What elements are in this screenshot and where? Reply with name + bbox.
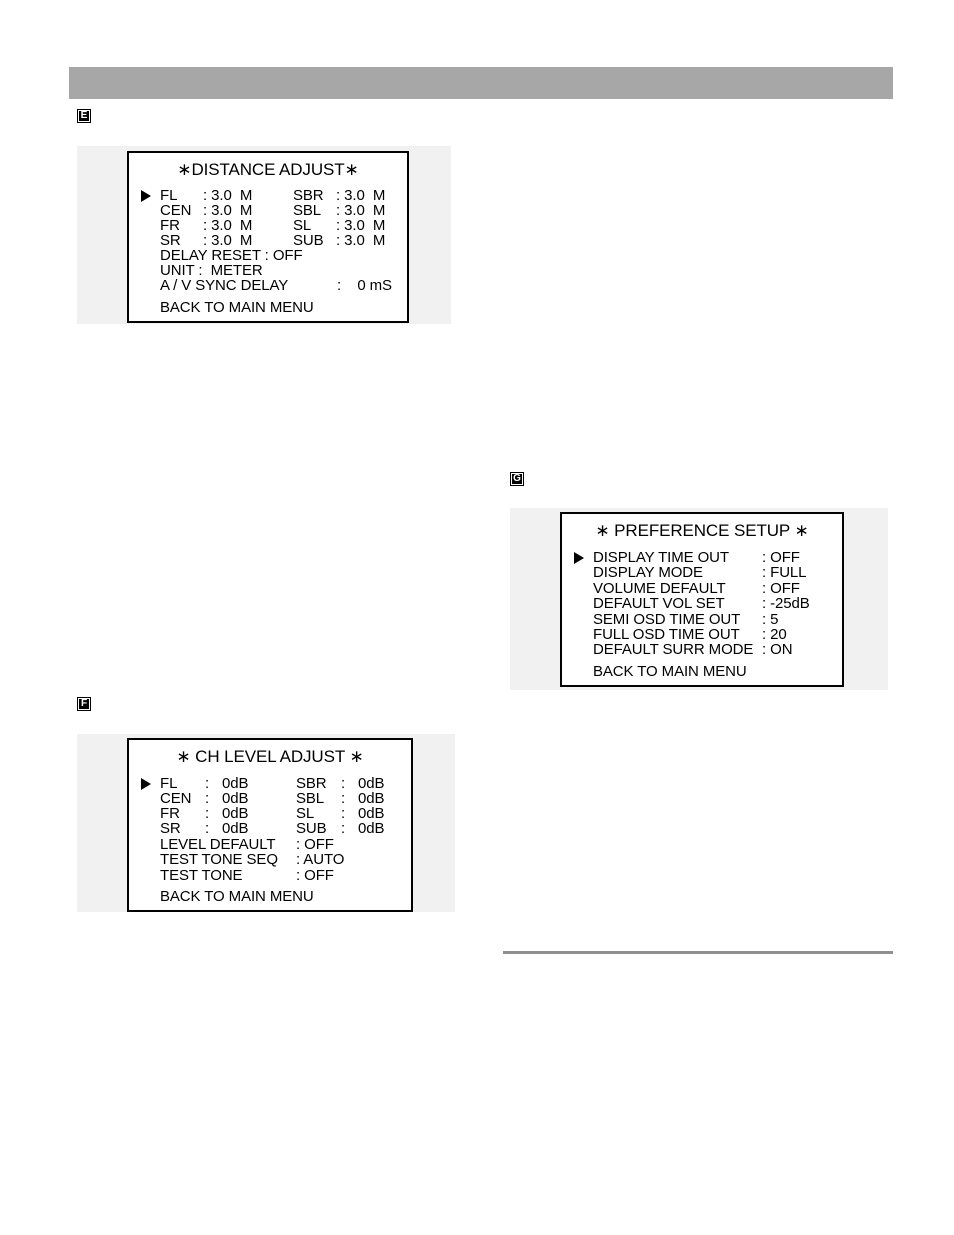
row-value: 0dB — [222, 805, 249, 822]
row-value: 0dB — [358, 790, 385, 807]
row-value: 0dB — [358, 820, 385, 837]
row-sep: : — [341, 775, 346, 792]
back-to-main-menu[interactable]: BACK TO MAIN MENU — [593, 663, 747, 680]
row-value: : 3.0 M — [336, 217, 386, 234]
delay-reset-item[interactable]: DELAY RESET : OFF — [160, 247, 303, 264]
row-value: : 3.0 M — [336, 187, 386, 204]
pref-item-value: : ON — [762, 641, 793, 658]
divider-rule — [503, 951, 893, 954]
row-label[interactable]: SL — [293, 217, 312, 234]
row-value: 0dB — [358, 805, 385, 822]
pref-item-label[interactable]: DISPLAY MODE — [593, 564, 703, 581]
row-label[interactable]: SUB — [296, 820, 327, 837]
pref-item-label[interactable]: DEFAULT SURR MODE — [593, 641, 754, 658]
pref-item-value: : OFF — [762, 549, 800, 566]
row-label[interactable]: SR — [160, 820, 181, 837]
row-label[interactable]: FR — [160, 805, 180, 822]
pref-item-label[interactable]: DISPLAY TIME OUT — [593, 549, 729, 566]
row-value: : 3.0 M — [203, 202, 253, 219]
preference-setup-screen — [560, 512, 844, 687]
row-sep: : — [205, 805, 210, 822]
row-value: 0dB — [222, 775, 249, 792]
section-e-badge: E — [77, 109, 91, 123]
row-label[interactable]: SBL — [293, 202, 322, 219]
row-sep: : — [205, 775, 210, 792]
pref-item-label[interactable]: DEFAULT VOL SET — [593, 595, 725, 612]
row-sep: : — [205, 790, 210, 807]
row-value: : 3.0 M — [336, 232, 386, 249]
back-to-main-menu[interactable]: BACK TO MAIN MENU — [160, 888, 314, 905]
option-value: : OFF — [296, 836, 334, 853]
ch-level-adjust-title: ∗ CH LEVEL ADJUST ∗ — [176, 747, 364, 766]
pref-item-label[interactable]: SEMI OSD TIME OUT — [593, 611, 741, 628]
row-value: : 3.0 M — [336, 202, 386, 219]
row-value: 0dB — [358, 775, 385, 792]
av-sync-delay-value: : 0 mS — [337, 277, 392, 294]
pref-item-value: : -25dB — [762, 595, 810, 612]
row-label[interactable]: SL — [296, 805, 315, 822]
row-label[interactable]: CEN — [160, 202, 192, 219]
row-value: : 3.0 M — [203, 217, 253, 234]
preference-setup-title: ∗ PREFERENCE SETUP ∗ — [595, 521, 809, 540]
pref-item-value: : 5 — [762, 611, 779, 628]
option-label[interactable]: LEVEL DEFAULT — [160, 836, 276, 853]
section-f-badge: F — [77, 697, 91, 711]
row-label[interactable]: SBL — [296, 790, 325, 807]
option-label[interactable]: TEST TONE SEQ — [160, 851, 278, 868]
row-label[interactable]: FL — [160, 775, 178, 792]
row-sep: : — [205, 820, 210, 837]
row-label[interactable]: FR — [160, 217, 180, 234]
row-sep: : — [341, 790, 346, 807]
option-value: : AUTO — [296, 851, 345, 868]
pref-item-value: : 20 — [762, 626, 787, 643]
section-g-badge: G — [510, 472, 524, 486]
row-label[interactable]: SBR — [293, 187, 324, 204]
distance-adjust-screen — [127, 151, 409, 323]
selection-cursor-icon — [574, 552, 584, 564]
row-sep: : — [341, 805, 346, 822]
av-sync-delay-label[interactable]: A / V SYNC DELAY — [160, 277, 289, 294]
pref-item-value: : FULL — [762, 564, 807, 581]
distance-adjust-title: ∗DISTANCE ADJUST∗ — [177, 160, 359, 179]
option-value: : OFF — [296, 867, 334, 884]
pref-item-label[interactable]: VOLUME DEFAULT — [593, 580, 726, 597]
row-sep: : — [341, 820, 346, 837]
option-label[interactable]: TEST TONE — [160, 867, 243, 884]
ch-level-adjust-screen — [127, 738, 413, 912]
row-label[interactable]: SR — [160, 232, 181, 249]
pref-item-label[interactable]: FULL OSD TIME OUT — [593, 626, 740, 643]
unit-item[interactable]: UNIT : METER — [160, 262, 263, 279]
selection-cursor-icon — [141, 778, 151, 790]
row-value: 0dB — [222, 790, 249, 807]
row-value: : 3.0 M — [203, 232, 253, 249]
row-label[interactable]: SBR — [296, 775, 327, 792]
row-label[interactable]: FL — [160, 187, 178, 204]
header-bar — [69, 67, 893, 99]
row-value: : 3.0 M — [203, 187, 253, 204]
row-label[interactable]: CEN — [160, 790, 192, 807]
pref-item-value: : OFF — [762, 580, 800, 597]
row-value: 0dB — [222, 820, 249, 837]
back-to-main-menu[interactable]: BACK TO MAIN MENU — [160, 299, 314, 316]
selection-cursor-icon — [141, 190, 151, 202]
row-label[interactable]: SUB — [293, 232, 324, 249]
